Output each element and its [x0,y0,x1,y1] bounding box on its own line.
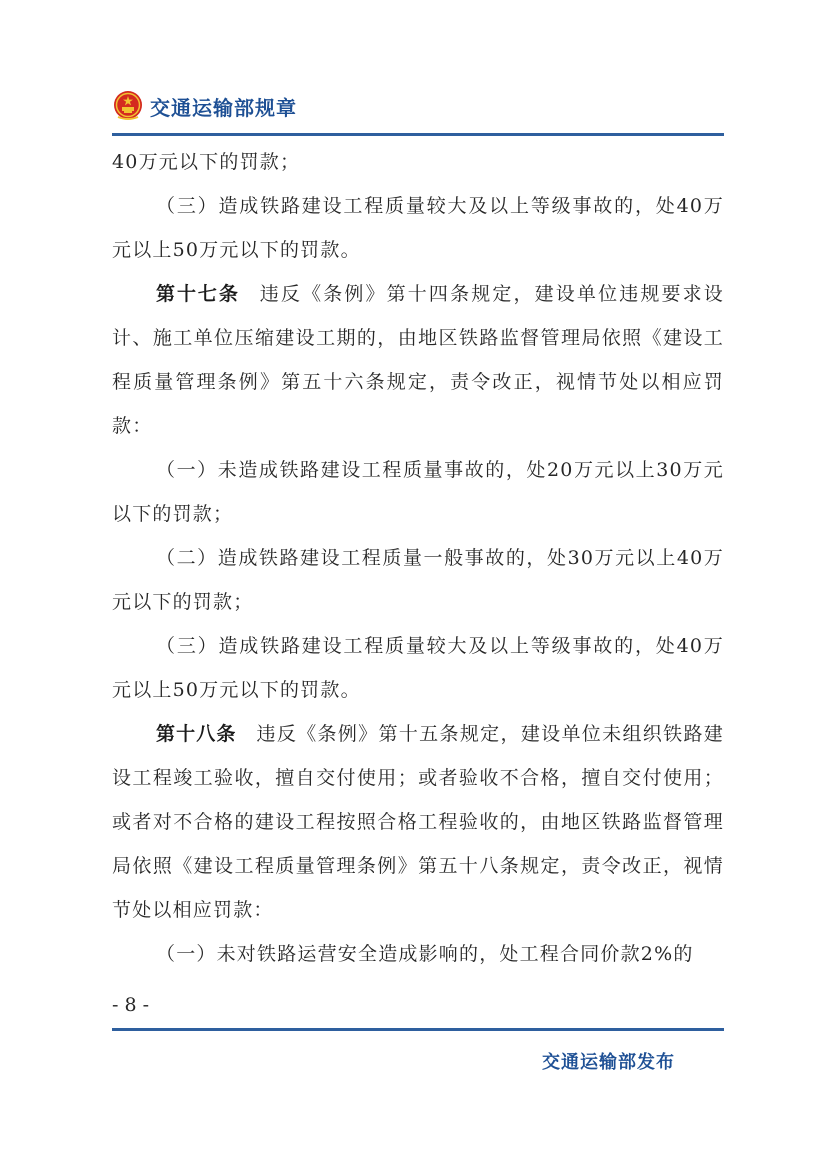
page-header [112,88,724,134]
document-body [112,140,724,976]
page-number: - 8 - [112,994,150,1016]
header-divider [112,133,724,136]
article-text: 违反《条例》第十四条规定，建设单位违规要求设计、施工单位压缩建设工期的，由地区铁路监督管理局依照《建设工程质量管理条例》第五十六条规定，责令改正，视情节处以相应罚款： [112,283,724,437]
article-label: 第十八条 [156,723,237,745]
footer-publisher: 交通运输部发布 [542,1052,675,1073]
header-title: 交通运输部规章 [150,96,297,120]
paragraph: （一）未对铁路运营安全造成影响的，处工程合同价款2%的 [156,943,694,965]
footer-divider [112,1028,724,1031]
paragraph: （一）未造成铁路建设工程质量事故的，处20万元以上30万元以下的罚款； [112,459,724,525]
article-text: 违反《条例》第十五条规定，建设单位未组织铁路建设工程竣工验收，擅自交付使用；或者验收不合格，擅自交付使用；或者对不合格的建设工程按照合格工程验收的，由地区铁路监督管理局依照《建设工程质量管理条例》第五十八条规定，责令改正，视情节处以相应罚款： [112,723,724,921]
paragraph: （三）造成铁路建设工程质量较大及以上等级事故的，处40万元以上50万元以下的罚款。 [112,195,724,261]
national-emblem-icon [112,90,144,122]
article-17 [112,272,724,448]
paragraph: 40万元以下的罚款； [112,151,301,173]
paragraph: （二）造成铁路建设工程质量一般事故的，处30万元以上40万元以下的罚款； [112,547,724,613]
article-18 [112,712,724,932]
article-label: 第十七条 [156,283,240,305]
paragraph: （三）造成铁路建设工程质量较大及以上等级事故的，处40万元以上50万元以下的罚款。 [112,635,724,701]
